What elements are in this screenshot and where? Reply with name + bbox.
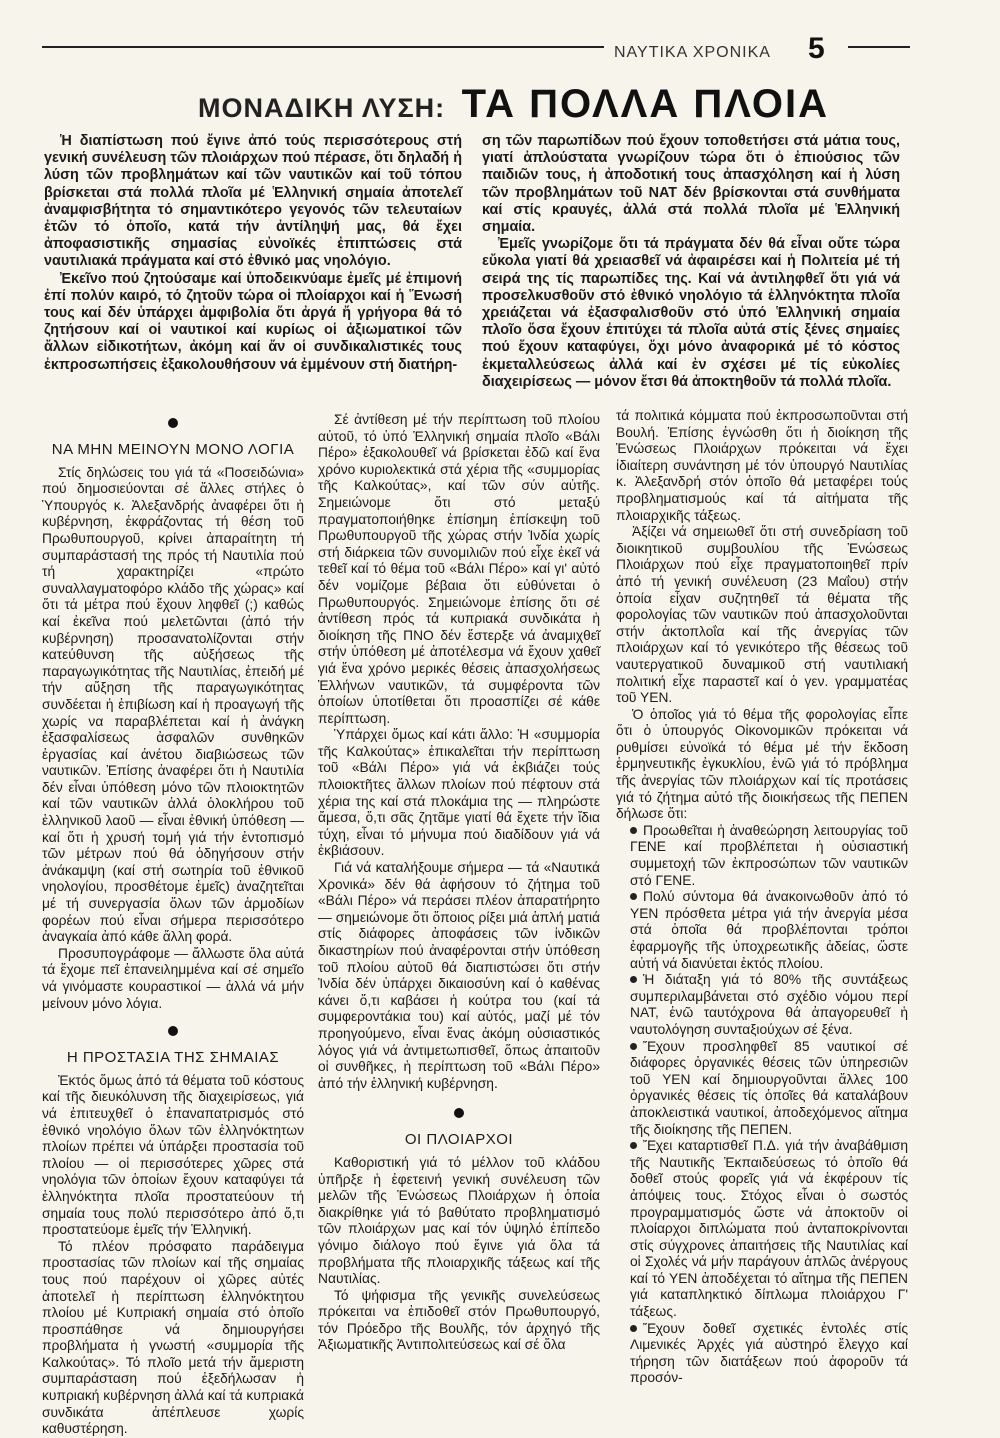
header-rule-right	[848, 46, 910, 48]
paragraph: τά πολιτικά κόμματα πού ἐκπροσωποῦνται στή Βουλή. Ἐπίσης ἐγνώσθη ὅτι ἡ διοίκηση τῆς Ἑνώσεως Πλοιάρχων πρόκειται νά ἔχει ἰδιαίτερη συνάντηση μέ τόν ὑπουργό Ναυτιλίας κ. Ἀλεξανδρή στόν ὁποῖο θά μεταφέρει τούς προβληματισμούς καί τά αἰτήματα τῆς πλοιαρχικῆς τάξεως.	[616, 408, 908, 523]
section-title: ΝΑ ΜΗΝ ΜΕΙΝΟΥΝ ΜΟΝΟ ΛΟΓΙΑ	[51, 441, 295, 458]
paragraph: Γιά νά καταλήξουμε σήμερα — τά «Ναυτικά Χρονικά» δέν θά ἀφήσουν τό ζήτημα τοῦ «Βάλι Πέρο» νά περάσει πλέον ἀπαρατήρητο — σημειώνομε ὅτι ὅποιος ρίξει μιά ἁπλή ματιά στίς διάφορες ἀποφάσεις τῶν ἰνδικῶν δικαστηρίων πού ἀναφέρονται στήν ὑπόθεση τοῦ πλοίου αὐτοῦ θά διαπιστώσει ὅτι στήν Ἰνδία δέν ὑπάρχει δικαιοσύνη καί ὁ καθένας κάνει ὅ,τι καβάσει ἡ κούτρα του (καί τά συμφεροντάκια του) καί αὐτός, μαζί μέ τόν προηγούμενο, εἶναι ἕνας ἀκόμη οὐσιαστικός λόγος γιά νά ἀντιμετωπισθεῖ, ὅπως ἀπαιτοῦν οἱ συνθῆκες, ἡ περίπτωση τοῦ «Βάλι Πέρο» ἀπό τήν ἑλληνική κυβέρνηση.	[318, 860, 600, 1091]
bullet-icon	[630, 827, 637, 834]
section-divider-dot	[168, 1026, 178, 1036]
article-column-3	[616, 408, 908, 1387]
paragraph: Ἀξίζει νά σημειωθεῖ ὅτι στή συνεδρίαση τοῦ διοικητικοῦ συμβουλίου τῆς Ἑνώσεως Πλοιάρχων πού εἶχε πραγματοποιηθεῖ πρίν ἀπό τή γενική συνέλευση (23 Μαΐου) στήν ὁποία εἶχαν συζητηθεῖ τά θέματα τῆς φορολογίας τῶν ναυτικῶν πού ἀπασχολοῦνται στήν ἀκτοπλοΐα καί τῆς ἀνεργίας τῶν πλοιάρχων καί τό γενικότερο τῆς θέσεως τοῦ ναυτεργατικοῦ δυναμικοῦ στή ναυτιλιακή πολιτική εἶχε παραστεῖ καί ὁ γεν. γραμματέας τοῦ ΥΕΝ.	[616, 524, 908, 706]
page-number: 5	[808, 32, 825, 65]
paragraph: Στίς δηλώσεις του γιά τά «Ποσειδώνια» πού δημοσιεύονται σέ ἄλλες στήλες ὁ Ὑπουργός κ. Ἀλεξανδρής ἀναφέρει ὅτι ἡ κυβέρνηση, ἐκφράζοντας τή θέση τοῦ Πρωθυπουργοῦ, κρίνει ἀπαραίτητη τή συμπαράστασή της πρός τή Ναυτιλία πού τή χαρακτηρίζει «πρώτο συναλλαγματοφόρο κλάδο τῆς χώρας» καί ὅτι τά μέτρα πού ἔχουν ληφθεῖ (;) καθώς καί ἐκεῖνα πού μελετῶνται (ἀπό τήν κυβέρνηση) προσανατολίζονται στήν κατεύθυνση τῆς αὐξήσεως τῆς παραγωγικότητας τῆς Ναυτιλίας, ἐπειδή μέ τήν αὔξηση τῆς παραγωγικότητας συνδέεται ἡ ἐπιβίωση καί ἡ προαγωγή τῆς χωρίς να παραβλέπεται καί ἡ ἀνάγκη ἐξασφαλίσεως ἀσφαλῶν συνθηκῶν ἐργασίας καί ἀνέτου διαβιώσεως τῶν ναυτικῶν. Ἐπίσης ἀναφέρει ὅτι ἡ Ναυτιλία δέν εἶναι ὑπόθεση μόνο τῶν πλοιοκτητῶν καί τῶν ναυτικῶν ἀλλά ὁλοκλήρου τοῦ ἑλληνικοῦ λαοῦ — εἶναι ἐθνική ὑπόθεση — καί ὅτι ἡ χρυσή τομή γιά τήν ἐντοπισμό τῶν μέτρων πού θά ὁδηγήσουν στήν ἀνάκαμψη (καί στή σωτηρία τοῦ ἐθνικοῦ νηολογίου, προσθέτομε ἐμεῖς) ἀναζητεῖται μέ τή συνεργασία ὅλων τῶν ἁρμοδίων φορέων πού εἶναι σήμερα περισσότερο ἀναγκαία ἀπό κάθε ἄλλη φορά.	[42, 464, 304, 945]
section-divider-dot	[168, 418, 178, 428]
intro-paragraph: ση τῶν παρωπίδων πού ἔχουν τοποθετήσει στά μάτια τους, γιατί ἁπλούστατα γνωρίζουν τώρα ὅτι ὁ ἐπιούσιος τῶν παιδιῶν τους, ἡ ἀποδοτική τους ἀπασχόληση καί ἡ λύση τῶν προβλημάτων τοῦ ΝΑΤ δέν βρίσκονται στά συνθήματα καί στίς κραυγές, ἀλλά στά πολλά πλοῖα μέ Ἑλληνική σημαία.	[482, 133, 900, 236]
paragraph: Ἐκτός ὅμως ἀπό τά θέματα τοῦ κόστους καί τῆς διευκόλυνση τῆς διαχειρίσεως, γιά νά ἐπιτευχθεῖ ὁ ἐπαναπατρισμός στό ἐθνικό νηολόγιο ὅλων τῶν ἑλληνόκτητων πλοίων πρέπει νά ὑπάρξει προστασία τοῦ πλοίου — οἱ περισσότερες χῶρες στά νηολόγια τῶν ὁποίων ἔχουν καταφύγει τά ἑλληνόκτητα πλοῖα προστατεύουν τή σημαία τους πολύ περισσότερο ἀπό ὅ,τι προστατεύομε ἐμεῖς τήν Ἑλληνική.	[42, 1072, 304, 1238]
paragraph: Τό ψήφισμα τῆς γενικῆς συνελεύσεως πρόκειται να ἐπιδοθεῖ στόν Πρωθυπουργό, τόν Πρόεδρο τῆς Βουλῆς, τόν ἀρχηγό τῆς Ἀξιωματικῆς Ἀντιπολιτεύσεως καί σέ ὅλα	[318, 1287, 600, 1353]
article-column-1	[42, 412, 304, 1438]
bullet-item: Ἔχουν προσληφθεῖ 85 ναυτικοί σέ διάφορες ὀργανικές θέσεις τῶν ὑπηρεσιῶν τοῦ ΥΕΝ καί δημιουργοῦνται ἄλλες 100 ὀργανικές θέσεις τίς ὁποῖες θά καταλάβουν ἀποκλειστικά ναυτικοί, ἀποδεχόμενος αἴτημα τῆς διοίκησης τῆς ΠΕΠΕΝ.	[630, 1038, 908, 1137]
bullet-icon	[630, 976, 637, 983]
bullet-item: Ἔχουν δοθεῖ σχετικές ἐντολές στίς Λιμενικές Ἀρχές γιά αὐστηρό ἔλεγχο καί τήρηση τῶν διατάξεων πού ἀφοροῦν τά προσόν-	[630, 1320, 908, 1386]
section-title: ΟΙ ΠΛΟΙΑΡΧΟΙ	[404, 1131, 514, 1149]
bullet-icon	[630, 1142, 637, 1149]
section-divider-dot	[454, 1108, 464, 1118]
paragraph: Σέ ἀντίθεση μέ τήν περίπτωση τοῦ πλοίου αὐτοῦ, τό ὑπό Ἑλληνική σημαία πλοῖο «Βάλι Πέρο» ἐξακολουθεῖ νά βρίσκεται ἐδῶ καί ἕνα χρόνο κυριολεκτικά στά χέρια τῆς «συμμορίας τῆς Καλκούτας», καί τῶν σύν αὐτῆς. Σημειώνομε ὅτι στό μεταξύ πραγματοποιήθηκε ἐπίσημη ἐπίσκεψη τοῦ Πρωθυπουργοῦ τῆς χώρας στήν Ἰνδία χωρίς στή διάρκεια τῶν συνομιλιῶν πού εἶχε ἐκεῖ νά τεθεῖ καί τό θέμα τοῦ «Βάλι Πέρο» καί γι' αὐτό δέν νομίζομε βέβαια ὅτι εὐθύνεται ὁ Πρωθυπουργός. Σημειώνομε ἐπίσης ὅτι σέ ἀντίθεση πρός τά κυπριακά συνδικάτα ἡ διοίκηση τῆς ΠΝΟ δέν ἔστερξε νά ἀναμιχθεῖ στήν ὑπόθεση μέ ἀποτέλεσμα νά ἔχουν χαθεῖ γιά ἕνα χρόνο μερικές θέσεις ἀπασχολήσεως Ἑλλήνων ναυτικῶν, τά συμφέροντα τῶν ὁποίων ὑποτίθεται ὅτι προασπίζει σέ κάθε περίπτωση.	[318, 412, 600, 726]
paragraph: Ὁ ὁποῖος γιά τό θέμα τῆς φορολογίας εἶπε ὅτι ὁ ὑπουργός Οἰκονομικῶν πρόκειται νά ρυθμίσει εὐνοϊκά τό θέμα μέ τήν ἔκδοση ἑρμηνευτικῆς ἐγκυκλίου, ἐνῶ γιά τό πρόβλημα τῆς ἀνεργίας τῶν πλοιάρχων καί τίς προτάσεις γιά τό ζήτημα αὐτό τῆς διοικήσεως τῆς ΠΕΠΕΝ δήλωσε ὅτι:	[616, 706, 908, 822]
bullet-icon	[630, 1325, 637, 1332]
headline	[198, 82, 829, 127]
paragraph: Τό πλέον πρόσφατο παράδειγμα προστασίας τῶν πλοίων καί τῆς σημαίας τους πού παρέχουν οἱ χῶρες αὐτές ἀποτελεῖ ἡ περίπτωση ἑλληνόκτητου πλοίου μέ Κυπριακή σημαία στό ὁποῖο προσπάθησε νά δημιουργήσει προβλήματα ἡ γνωστή «συμμορία τῆς Καλκούτας». Τό πλοῖο μετά τήν ἄμεριστη συμπαράσταση πού ἐξεδήλωσαν ἡ κυπριακή κυβέρνηση ἀλλά καί τά κυπριακά συνδικάτα ἀπέπλευσε χωρίς καθυστέρηση.	[42, 1238, 304, 1437]
headline-main: ΤΑ ΠΟΛΛΑ ΠΛΟΙΑ	[461, 82, 829, 126]
paragraph: Προσυπογράφομε — ἄλλωστε ὅλα αὐτά τά ἔχομε πεῖ ἐπανειλημμένα καί σέ σημεῖο νά γινόμαστε κουραστικοί — ἀλλά νά μήν μείνουν μόνο λόγια.	[42, 945, 304, 1011]
paragraph: Καθοριστική γιά τό μέλλον τοῦ κλάδου ὑπῆρξε ἡ ἐφετεινή γενική συνέλευση τῶν μελῶν τῆς Ἑνώσεως Πλοιάρχων ἡ ὁποία διακρίθηκε γιά τό βαθύτατο προβληματισμό τῶν πλοιάρχων μας καί τόν ὑψηλό ἐπίπεδο γόνιμο διάλογο πού ἔγινε γιά ὅλα τά προβλήματα τῆς πλοιαρχικῆς τάξεως καί τῆς Ναυτιλίας.	[318, 1154, 600, 1287]
article-column-2	[318, 412, 600, 1354]
section-title: Η ΠΡΟΣΤΑΣΙΑ ΤΗΣ ΣΗΜΑΙΑΣ	[66, 1049, 280, 1067]
bullet-item: Ἔχει καταρτισθεῖ Π.Δ. γιά τήν ἀναβάθμιση τῆς Ναυτικῆς Ἐκπαιδεύσεως τό ὁποῖο θά δοθεῖ στούς φορεῖς γιά νά ἐκφέρουν τίς ἀπόψεις τους. Στόχος εἶναι ὁ σωστός προγραμματισμός ὥστε νά ἀποκτοῦν οἱ πλοίαρχοι διπλώματα πού ἀνταποκρίνονται στίς σύγχρονες ἀπαιτήσεις τῆς Ναυτιλίας καί οἱ Σχολές νά μήν παράγουν ἁπλῶς ἀνέργους καί τό ΥΕΝ ἀποδέχεται τό αἴτημα τῆς ΠΕΠΕΝ γιά καταπληκτικό δίπλωμα πλοιάρχου Γ' τάξεως.	[630, 1138, 908, 1320]
bullet-item: Ἡ διάταξη γιά τό 80% τῆς συντάξεως συμπεριλαμβάνεται στό σχέδιο νόμου περί ΝΑΤ, ἐνῶ ταυτόχρονα θά ἀπαγορευθεῖ ἡ ναυτολόγηση συνταξιούχων σέ ξένα.	[630, 972, 908, 1037]
bullet-item: Πολύ σύντομα θά ἀνακοινωθοῦν ἀπό τό ΥΕΝ πρόσθετα μέτρα γιά τήν ἀνεργία μέσα στά ὁποῖα θά προβλέπονται τρόποι ἐφαρμογῆς τῆς ὑποχρεωτικῆς ἀδείας, ὥστε αὐτή νά διανύεται ἐκτός πλοίου.	[630, 889, 908, 971]
publication-name: ΝΑΥΤΙΚΑ ΧΡΟΝΙΚΑ	[614, 44, 771, 61]
intro-left-column	[44, 133, 462, 374]
header-rule-left	[42, 46, 604, 48]
intro-paragraph: Ἐκεῖνο πού ζητούσαμε καί ὑποδεικνύαμε ἐμεῖς μέ ἐπιμονή ἐπί πολύν καιρό, τό ζητοῦν τώρα οἱ πλοίαρχοι καί ἡ Ἕνωσή τους καί δέν ὑπάρχει ἀμφιβολία ὅτι ἀργά ἤ γρήγορα θά τό ζητήσουν καί οἱ ναυτικοί καί κυρίως οἱ ἀξιωματικοί τῶν ἄλλων εἰδικοτήτων, ἀκόμη καί ἄν οἱ συνδικαλιστικές τους ἐκπροσωπήσεις ἐξακολουθήσουν νά ἐμμένουν στή διατήρη-	[44, 270, 462, 373]
paragraph: Ὑπάρχει ὅμως καί κάτι ἄλλο: Ἡ «συμμορία τῆς Καλκούτας» ἐπικαλεῖται τήν περίπτωση τοῦ «Βάλι Πέρο» γιά νά ἐκβιάζει τούς πλοιοκτῆτες ἄλλων πλοίων πού πέφτουν στά χέρια της καί στά πλοκάμια της — πληρώστε ἄμεσα, ὅ,τι σᾶς ζητᾶμε γιατί θά ἔχετε τήν ἴδια τύχη, εἶναι τό μήνυμα πού διαδίδουν γιά νά ἐκβιάσουν.	[318, 727, 600, 859]
bullet-icon	[630, 893, 637, 900]
intro-right-column	[482, 133, 900, 391]
headline-prefix: ΜΟΝΑΔΙΚΗ ΛΥΣΗ:	[198, 93, 446, 123]
intro-paragraph: Ἡ διαπίστωση πού ἔγινε ἀπό τούς περισσότερους στή γενική συνέλευση τῶν πλοιάρχων πού πέρασε, ὅτι δηλαδή ἡ λύση τῶν προβλημάτων καί τῶν ναυτικῶν καί τοῦ τόπου βρίσκεται στά πολλά πλοῖα μέ Ἑλληνική σημαία ἀποτελεῖ ἀναμφισβήτητα τό σημαντικότερο γεγονός τῶν τελευταίων ἐτῶν τό ὁποῖο, κατά τήν ἀντίληψή μας, θά ἔχει ἀποφασιστικῆς σημασίας εὐνοϊκές ἐπιπτώσεις στά ναυτιλιακά πράγματα καί στό ἐθνικό μας νηολόγιο.	[44, 133, 462, 270]
bullet-item: Προωθεῖται ἡ ἀναθεώρηση λειτουργίας τοῦ ΓΕΝΕ καί προβλέπεται ἡ οὐσιαστική συμμετοχή τῶν ἐκπροσώπων τῶν ναυτικῶν στό ΓΕΝΕ.	[630, 822, 908, 888]
bullet-icon	[630, 1043, 637, 1050]
intro-paragraph: Ἐμεῖς γνωρίζομε ὅτι τά πράγματα δέν θά εἶναι οὔτε τώρα εὔκολα γιατί θά χρειασθεῖ νά ἀφαιρέσει καί ἡ Πολιτεία μέ τή σειρά της τίς παρωπίδες της. Καί νά ἀντιληφθεῖ ὅτι γιά νά προσελκυσθοῦν στό ἐθνικό νηολόγιο τά ἑλληνόκτητα πλοῖα χρειάζεται νά ἐξασφαλισθοῦν στό ὑπό Ἑλληνική σημαία πλοῖο ὅσα ἔχουν ἐπιτύχει τά πλοῖα αὐτά στίς ξένες σημαίες πού ἔχουν καταφύγει, ὄχι μόνο ἀναφορικά μέ τό κόστος ἐκμεταλλεύσεως ἀλλά καί ἐν σχέσει μέ τίς εὐκολίες διαχειρίσεως — μόνον ἔτσι θά ἀποκτηθοῦν τά πολλά πλοῖα.	[482, 236, 900, 390]
